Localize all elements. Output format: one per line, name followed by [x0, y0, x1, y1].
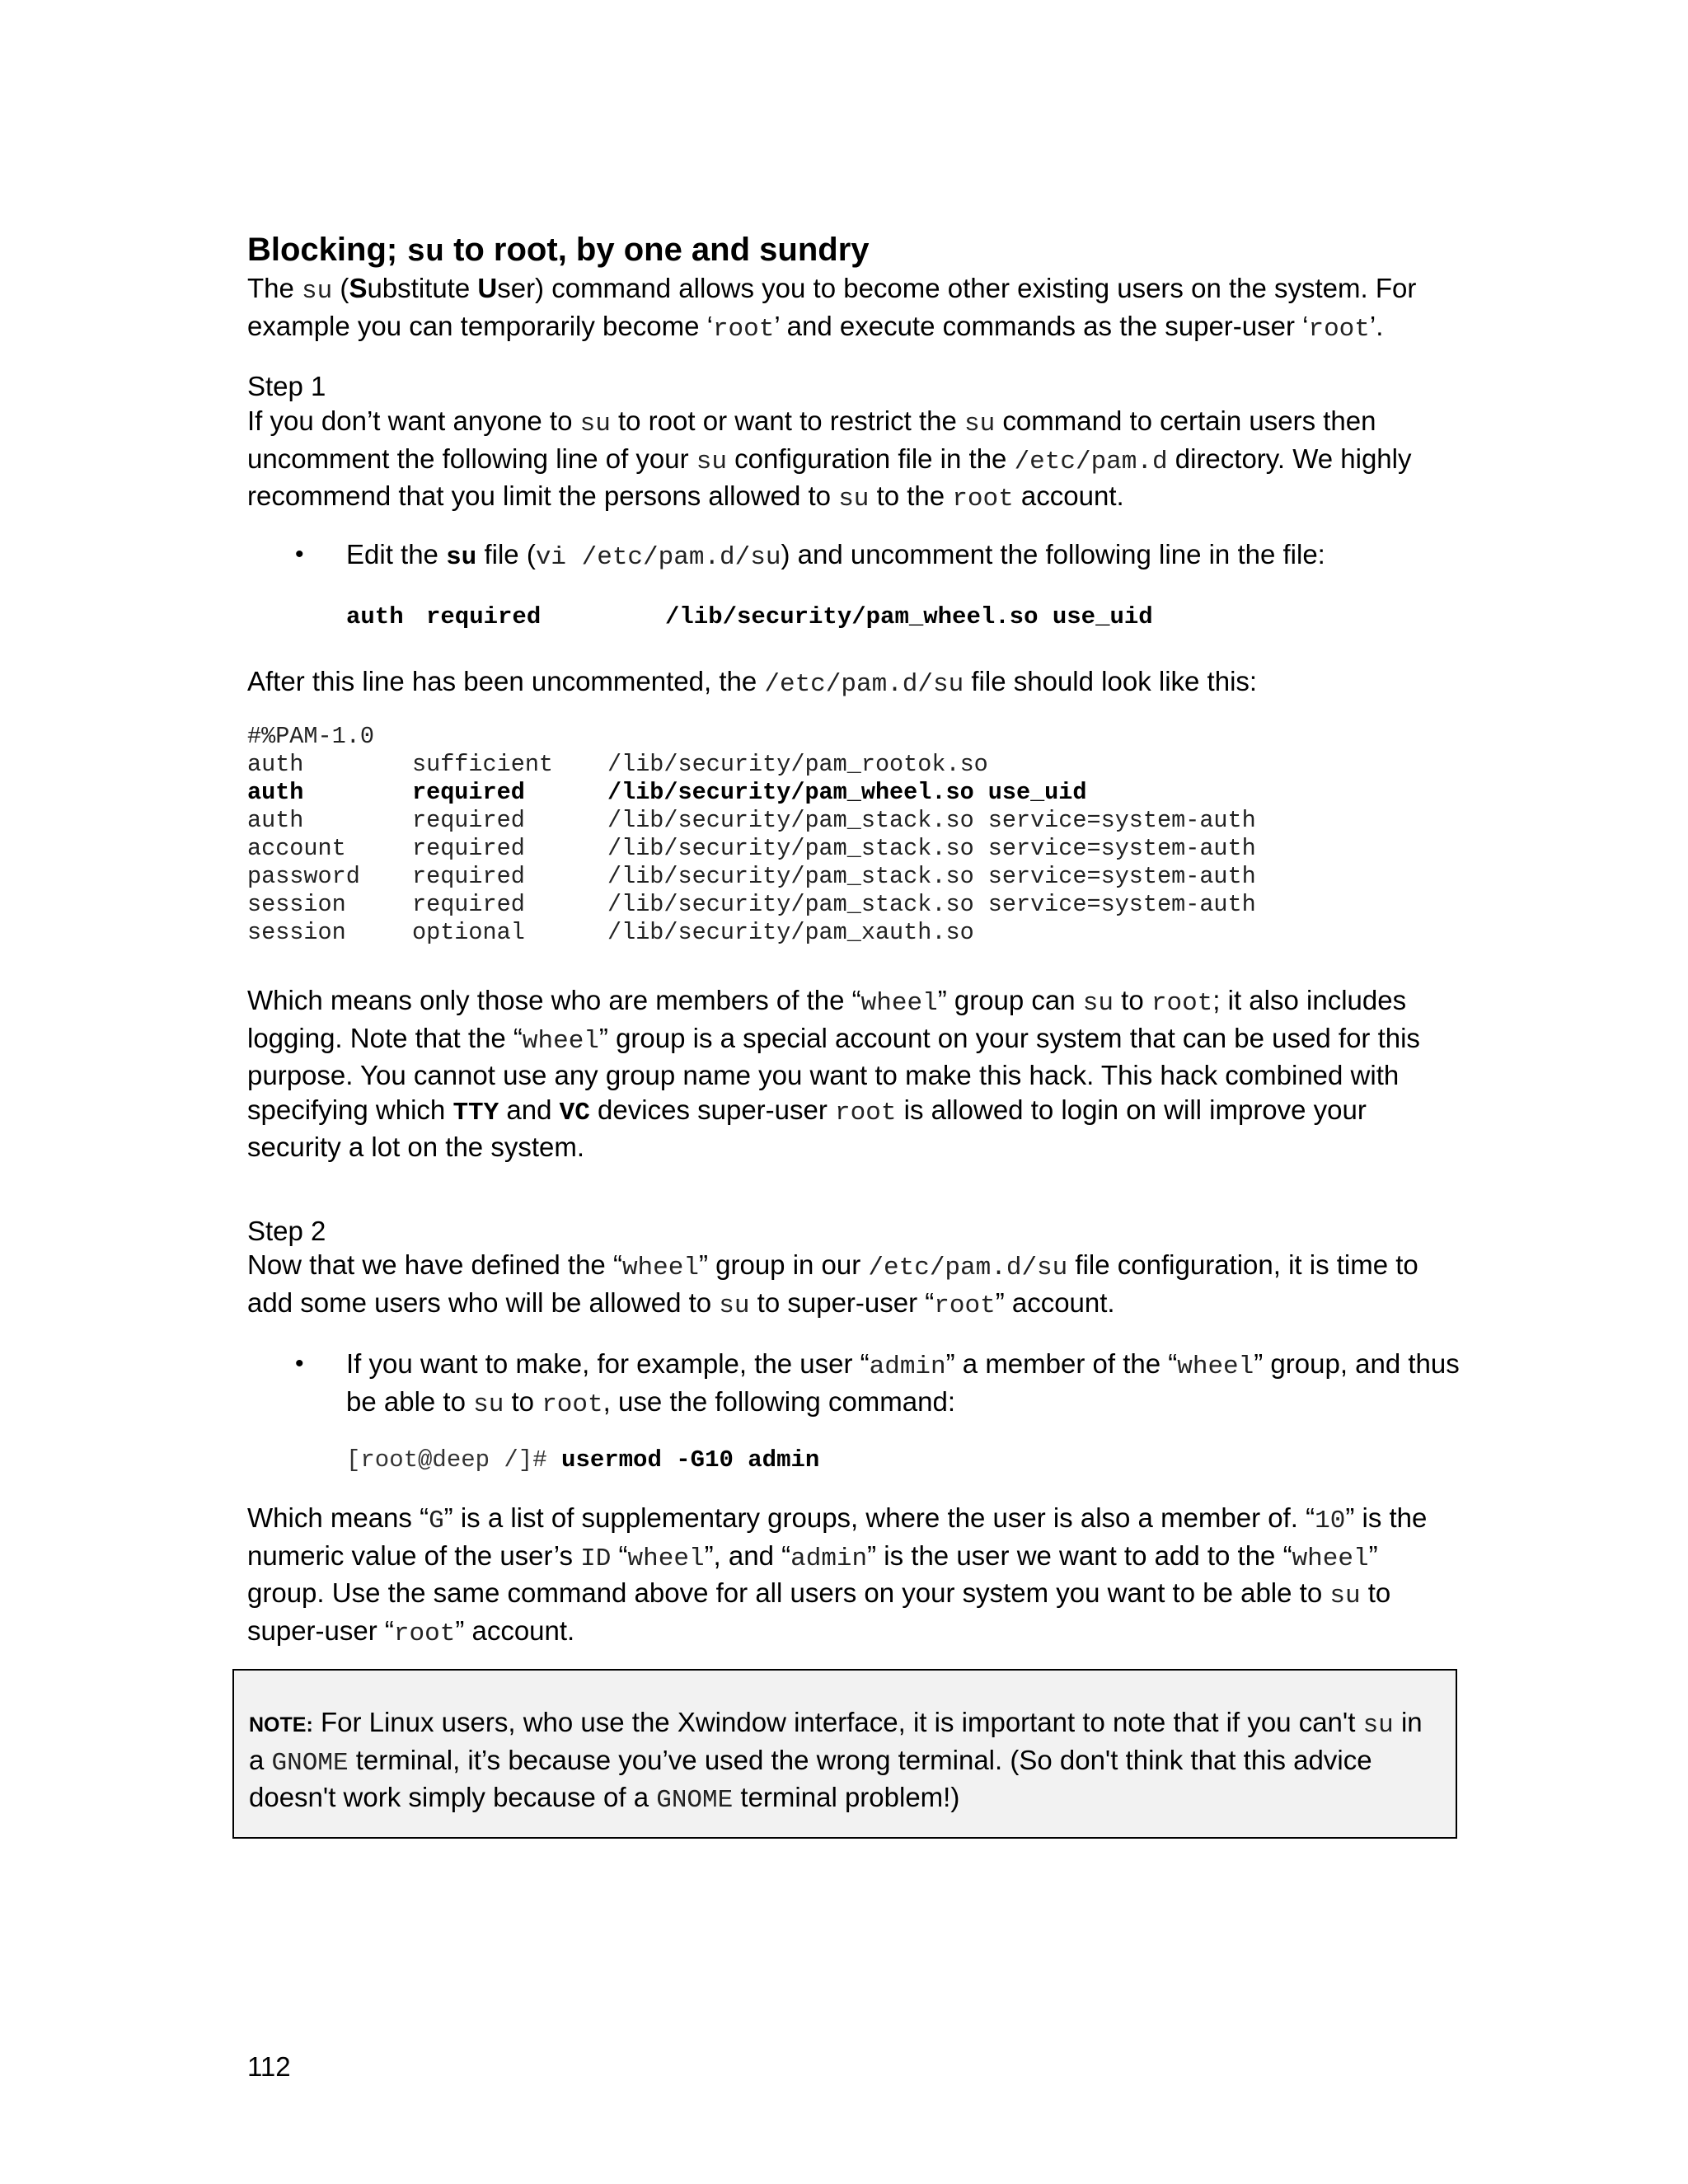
pam-row: account required /lib/security/pam_stack.so service=system-auth	[247, 835, 1256, 862]
pam-row: session optional /lib/security/pam_xauth.so	[247, 919, 974, 946]
bullet-icon: •	[295, 1350, 304, 1377]
step1-label: Step 1	[247, 371, 326, 401]
step1-paragraph: If you don’t want anyone to su to root or want to restrict the su command to certain users then uncomment the following line of your su configuration file in the /etc/pam.d directory. We highly recommend that you limit the persons allowed to su to the root account.	[247, 405, 1412, 513]
pam-row: password required /lib/security/pam_stack.so service=system-auth	[247, 863, 1256, 890]
step1-bullet: Edit the su file (vi /etc/pam.d/su) and uncomment the following line in the file:	[346, 539, 1325, 572]
config-line: auth required /lib/security/pam_wheel.so use_uid	[346, 603, 1153, 630]
note-label: NOTE:	[249, 1713, 313, 1736]
pam-file-listing	[247, 723, 1319, 947]
intro-paragraph: The su (Substitute User) command allows you to become other existing users on the system. For example you can temporarily become ‘root’ and execute commands as the super-user ‘root’.	[247, 273, 1417, 344]
pam-header: #%PAM-1.0	[247, 723, 374, 750]
command-explanation: Which means “G” is a list of supplementary groups, where the user is also a member of. “10” is the numeric value of the user’s ID “wheel”, and “admin” is the user we want to add to the “wheel” group. Use the same command above for all users on your system you want to be able to su to super-user “root” account.	[247, 1502, 1428, 1648]
section-heading: Blocking; su to root, by one and sundry	[247, 232, 870, 270]
page-number: 112	[247, 2051, 291, 2082]
pam-row: auth required /lib/security/pam_stack.so service=system-auth	[247, 807, 1256, 834]
usermod-command: [root@deep /]# usermod -G10 admin	[346, 1446, 820, 1474]
step2-label: Step 2	[247, 1216, 326, 1246]
note-box: NOTE: For Linux users, who use the Xwindow interface, it is important to note that if you can't su in a GNOME terminal, it’s because you’ve used the wrong terminal. (So don't think that this advice doesn't work simply because of a GNOME terminal problem!)	[232, 1669, 1457, 1839]
after-uncomment-text: After this line has been uncommented, the /etc/pam.d/su file should look like this:	[247, 666, 1258, 699]
step2-paragraph: Now that we have defined the “wheel” group in our /etc/pam.d/su file configuration, it is time to add some users who will be allowed to su to super-user “root” account.	[247, 1249, 1418, 1320]
explanation-paragraph: Which means only those who are members of the “wheel” group can su to root; it also includes logging. Note that the “wheel” group is a special account on your system that can be used for this purpose. You cannot use any group name you want to make this hack. This hack combined with specifying which TTY and VC devices super-user root is allowed to login on will improve your security a lot on the system.	[247, 985, 1420, 1162]
pam-row: session required /lib/security/pam_stack.so service=system-auth	[247, 891, 1256, 918]
pam-row-highlighted: auth required /lib/security/pam_wheel.so use_uid	[247, 779, 1087, 806]
step2-bullet: If you want to make, for example, the user “admin” a member of the “wheel” group, and thus be able to su to root, use the following command:	[346, 1348, 1460, 1419]
pam-row: auth sufficient /lib/security/pam_rootok.so	[247, 751, 988, 778]
bullet-icon: •	[295, 541, 304, 568]
